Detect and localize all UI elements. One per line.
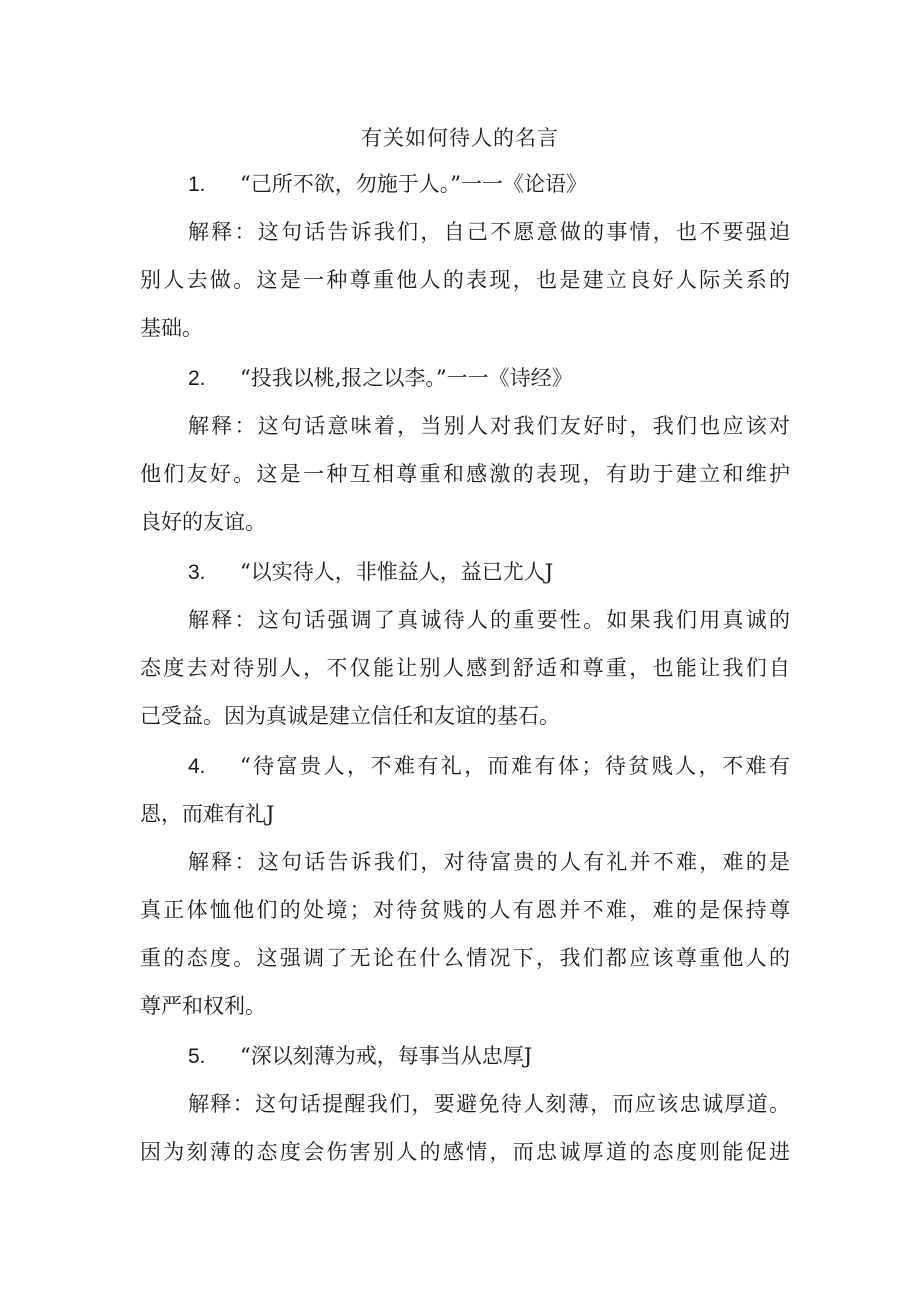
quote-text: “以实待人，非惟益人，益已尤人J	[240, 560, 554, 584]
quote-number: 5.	[188, 1045, 206, 1068]
quote-4-heading-continued: 恩，而难有礼J	[140, 802, 275, 826]
quote-2-explanation-line-2: 他们友好。这是一种互相尊重和感激的表现，有助于建立和维护	[140, 462, 790, 486]
quote-4-explanation-line-3: 重的态度。这强调了无论在什么情况下，我们都应该尊重他人的	[140, 946, 790, 970]
quote-4-explanation-line-4: 尊严和权利。	[140, 994, 266, 1018]
document-title: 有关如何待人的名言	[361, 126, 559, 150]
quote-5-explanation-line-1: 解释：这句话提醒我们，要避免待人刻薄，而应该忠诚厚道。	[188, 1092, 790, 1116]
quote-4-heading	[140, 750, 790, 783]
quote-1-explanation-line-3: 基础。	[140, 316, 203, 340]
quote-2-explanation-line-1: 解释：这句话意味着，当别人对我们友好时，我们也应该对	[188, 414, 790, 438]
quote-2-heading	[140, 362, 790, 395]
quote-text: “深以刻薄为戒，每事当从忠厚J	[240, 1044, 533, 1068]
quote-number: 1.	[188, 173, 206, 196]
quote-number: 4.	[188, 755, 206, 778]
quote-3-explanation-line-1: 解释：这句话强调了真诚待人的重要性。如果我们用真诚的	[188, 608, 790, 632]
quote-3-explanation-line-2: 态度去对待别人，不仅能让别人感到舒适和尊重，也能让我们自	[140, 656, 790, 680]
quote-1-explanation-line-1: 解释：这句话告诉我们，自己不愿意做的事情，也不要强迫	[188, 220, 790, 244]
quote-5-explanation-line-2: 因为刻薄的态度会伤害别人的感情，而忠诚厚道的态度则能促进	[140, 1140, 790, 1164]
quote-5-heading	[140, 1040, 790, 1073]
quote-text: “待富贵人，不难有礼，而难有体；待贫贱人，不难有	[240, 754, 790, 778]
quote-4-explanation-line-1: 解释：这句话告诉我们，对待富贵的人有礼并不难，难的是	[188, 850, 790, 874]
quote-1-explanation-line-2: 别人去做。这是一种尊重他人的表现，也是建立良好人际关系的	[140, 268, 790, 292]
quote-number: 3.	[188, 561, 206, 584]
quote-3-heading	[140, 556, 790, 589]
quote-1-heading	[140, 168, 790, 201]
quote-2-explanation-line-3: 良好的友谊。	[140, 510, 266, 534]
quote-4-explanation-line-2: 真正体恤他们的处境；对待贫贱的人有恩并不难，难的是保持尊	[140, 898, 790, 922]
quote-text: “己所不欲，勿施于人。”一一《论语》	[240, 172, 587, 196]
quote-3-explanation-line-3: 己受益。因为真诚是建立信任和友谊的基石。	[140, 704, 560, 728]
quote-text: “投我以桃,报之以李。”一一《诗经》	[240, 366, 573, 390]
quote-number: 2.	[188, 367, 206, 390]
